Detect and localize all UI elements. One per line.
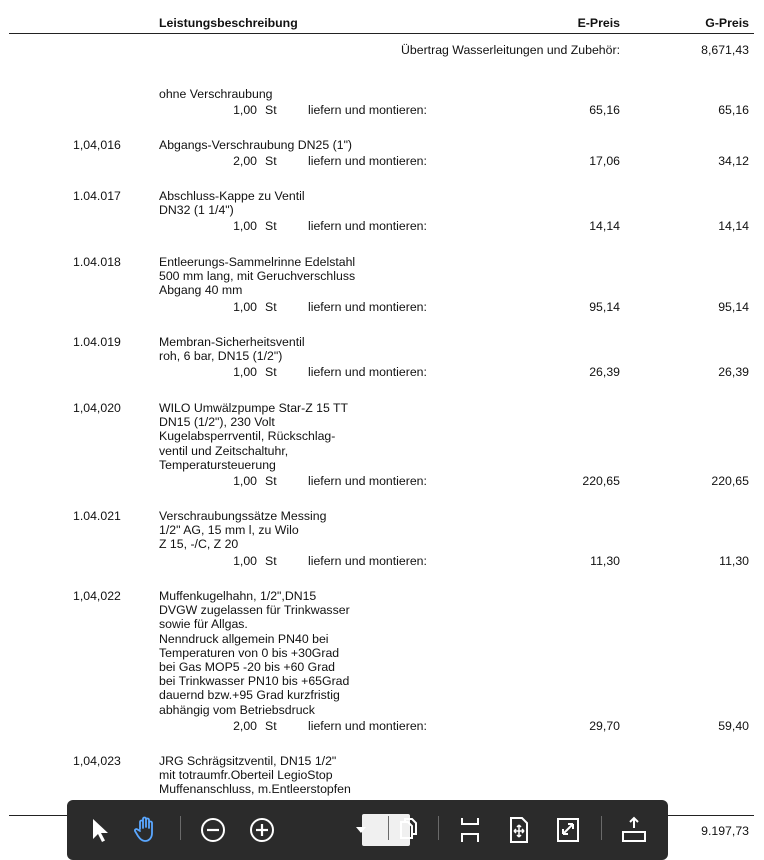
item-total-price: 220,65 — [711, 474, 749, 488]
item-position: 1.04.019 — [73, 335, 121, 349]
item-position: 1,04,022 — [73, 589, 121, 603]
toolbar-separator — [180, 816, 181, 840]
item-quantity: 1,00 — [233, 103, 257, 118]
item-quantity: 2,00 — [233, 154, 257, 169]
item-description-line: 1/2" AG, 15 mm l, zu Wilo — [159, 523, 299, 538]
item-unit-price: 17,06 — [589, 154, 620, 169]
item-description-line: Abgangs-Verschraubung DN25 (1") — [159, 138, 353, 152]
item-description-line: dauernd bzw.+95 Grad kurzfristig — [159, 688, 340, 703]
zoom-out-icon[interactable] — [198, 814, 228, 844]
item-action: liefern und montieren: — [308, 103, 427, 118]
toolbar-separator — [601, 816, 602, 840]
toolbar-separator — [438, 816, 439, 840]
item-position: 1.04.017 — [73, 189, 121, 203]
item-description-line: Temperatursteuerung — [159, 457, 276, 472]
item-description-line: WILO Umwälzpumpe Star-Z 15 TT — [159, 401, 349, 415]
item-description-line: Membran-Sicherheitsventil — [159, 335, 305, 349]
item-description-line: DVGW zugelassen für Trinkwasser — [159, 603, 350, 618]
dropdown-caret-icon[interactable] — [346, 814, 376, 844]
item-unit: St — [265, 103, 277, 118]
item-action: liefern und montieren: — [308, 219, 427, 234]
item-description-line: mit totraumfr.Oberteil LegioStop — [159, 768, 333, 783]
item-action: liefern und montieren: — [308, 474, 427, 488]
item-unit: St — [265, 154, 277, 169]
item-description-line: Entleerungs-Sammelrinne Edelstahl — [159, 255, 356, 269]
item-description-line: sowie für Allgas. — [159, 617, 248, 632]
item-description-line: DN15 (1/2"), 230 Volt — [159, 415, 275, 430]
item-unit-price: 11,30 — [590, 553, 620, 568]
carryover-value: 8,671,43 — [701, 43, 749, 57]
presentation-icon[interactable] — [619, 814, 649, 844]
item-description-line: abhängig vom Betriebsdruck — [159, 702, 315, 717]
item-description-line: Abschluss-Kappe zu Ventil — [159, 189, 305, 203]
item-description-line: Z 15, -/C, Z 20 — [159, 537, 239, 552]
toolbar-separator — [388, 816, 389, 840]
item-total-price: 65,16 — [718, 103, 749, 118]
item-unit-price: 26,39 — [589, 365, 620, 380]
item-total-price: 59,40 — [718, 718, 749, 733]
footer-total: 9.197,73 — [701, 824, 749, 838]
item-description-line: Kugelabsperrventil, Rückschlag- — [159, 429, 336, 444]
item-description-line: 500 mm lang, mit Geruchverschluss — [159, 269, 356, 284]
item-quantity: 1,00 — [233, 299, 257, 314]
item-position: 1,04,023 — [73, 754, 121, 768]
item-unit: St — [265, 365, 277, 380]
item-action: liefern und montieren: — [308, 718, 427, 733]
item-total-price: 34,12 — [718, 154, 749, 169]
item-quantity: 2,00 — [233, 718, 257, 733]
item-description-line: Muffenkugelhahn, 1/2",DN15 — [159, 589, 317, 603]
fit-page-icon[interactable] — [455, 814, 485, 844]
item-unit: St — [265, 299, 277, 314]
item-description-line: roh, 6 bar, DN15 (1/2") — [159, 349, 283, 364]
item-description-line: bei Trinkwasser PN10 bis +65Grad — [159, 674, 350, 689]
item-position: 1.04.021 — [73, 509, 121, 523]
zoom-in-icon[interactable] — [247, 814, 277, 844]
viewer-toolbar — [67, 800, 668, 860]
header-rule — [9, 33, 754, 34]
item-unit: St — [265, 219, 277, 234]
item-unit-price: 14,14 — [589, 219, 620, 234]
item-unit-price: 220,65 — [582, 474, 620, 488]
item-description-line: ohne Verschraubung — [159, 87, 273, 101]
item-action: liefern und montieren: — [308, 154, 427, 169]
item-description-line: DN32 (1 1/4") — [159, 203, 234, 218]
item-unit: St — [265, 474, 277, 488]
item-unit-price: 95,14 — [589, 299, 620, 314]
item-description-line: Nenndruck allgemein PN40 bei — [159, 631, 329, 646]
item-quantity: 1,00 — [233, 474, 257, 488]
item-total-price: 95,14 — [718, 299, 749, 314]
item-unit-price: 65,16 — [589, 103, 620, 118]
item-total-price: 26,39 — [718, 365, 749, 380]
item-description-line: bei Gas MOP5 -20 bis +60 Grad — [159, 660, 335, 674]
item-description-line: JRG Schrägsitzventil, DN15 1/2" — [159, 754, 337, 768]
column-header-total-price: G-Preis — [705, 16, 749, 30]
item-position: 1,04,020 — [73, 401, 121, 415]
item-description-line: Temperaturen von 0 bis +30Grad — [159, 645, 340, 660]
item-action: liefern und montieren: — [308, 365, 427, 380]
item-description-line: Verschraubungssätze Messing — [159, 509, 327, 523]
select-pointer-icon[interactable] — [85, 814, 115, 844]
column-header-unit-price: E-Preis — [577, 16, 620, 30]
item-action: liefern und montieren: — [308, 553, 427, 568]
item-total-price: 14,14 — [718, 219, 749, 234]
item-quantity: 1,00 — [233, 219, 257, 234]
item-action: liefern und montieren: — [308, 299, 427, 314]
item-unit-price: 29,70 — [589, 718, 620, 733]
item-position: 1,04,016 — [73, 138, 121, 152]
item-position: 1.04.018 — [73, 255, 121, 269]
item-quantity: 1,00 — [233, 365, 257, 380]
item-unit: St — [265, 718, 277, 733]
column-header-description: Leistungsbeschreibung — [159, 16, 298, 30]
copy-page-icon[interactable] — [393, 814, 423, 844]
item-quantity: 1,00 — [233, 553, 257, 568]
item-unit: St — [265, 553, 277, 568]
fit-width-icon[interactable] — [504, 814, 534, 844]
item-description-line: Abgang 40 mm — [159, 283, 243, 298]
item-description-line: Muffenanschluss, m.Entleerstopfen — [159, 782, 351, 797]
item-description-line: ventil und Zeitschaltuhr, — [159, 443, 289, 458]
carryover-label: Übertrag Wasserleitungen und Zubehör: — [401, 43, 620, 57]
fullscreen-icon[interactable] — [553, 814, 583, 844]
hand-pan-icon[interactable] — [131, 814, 161, 844]
item-total-price: 11,30 — [719, 553, 749, 568]
